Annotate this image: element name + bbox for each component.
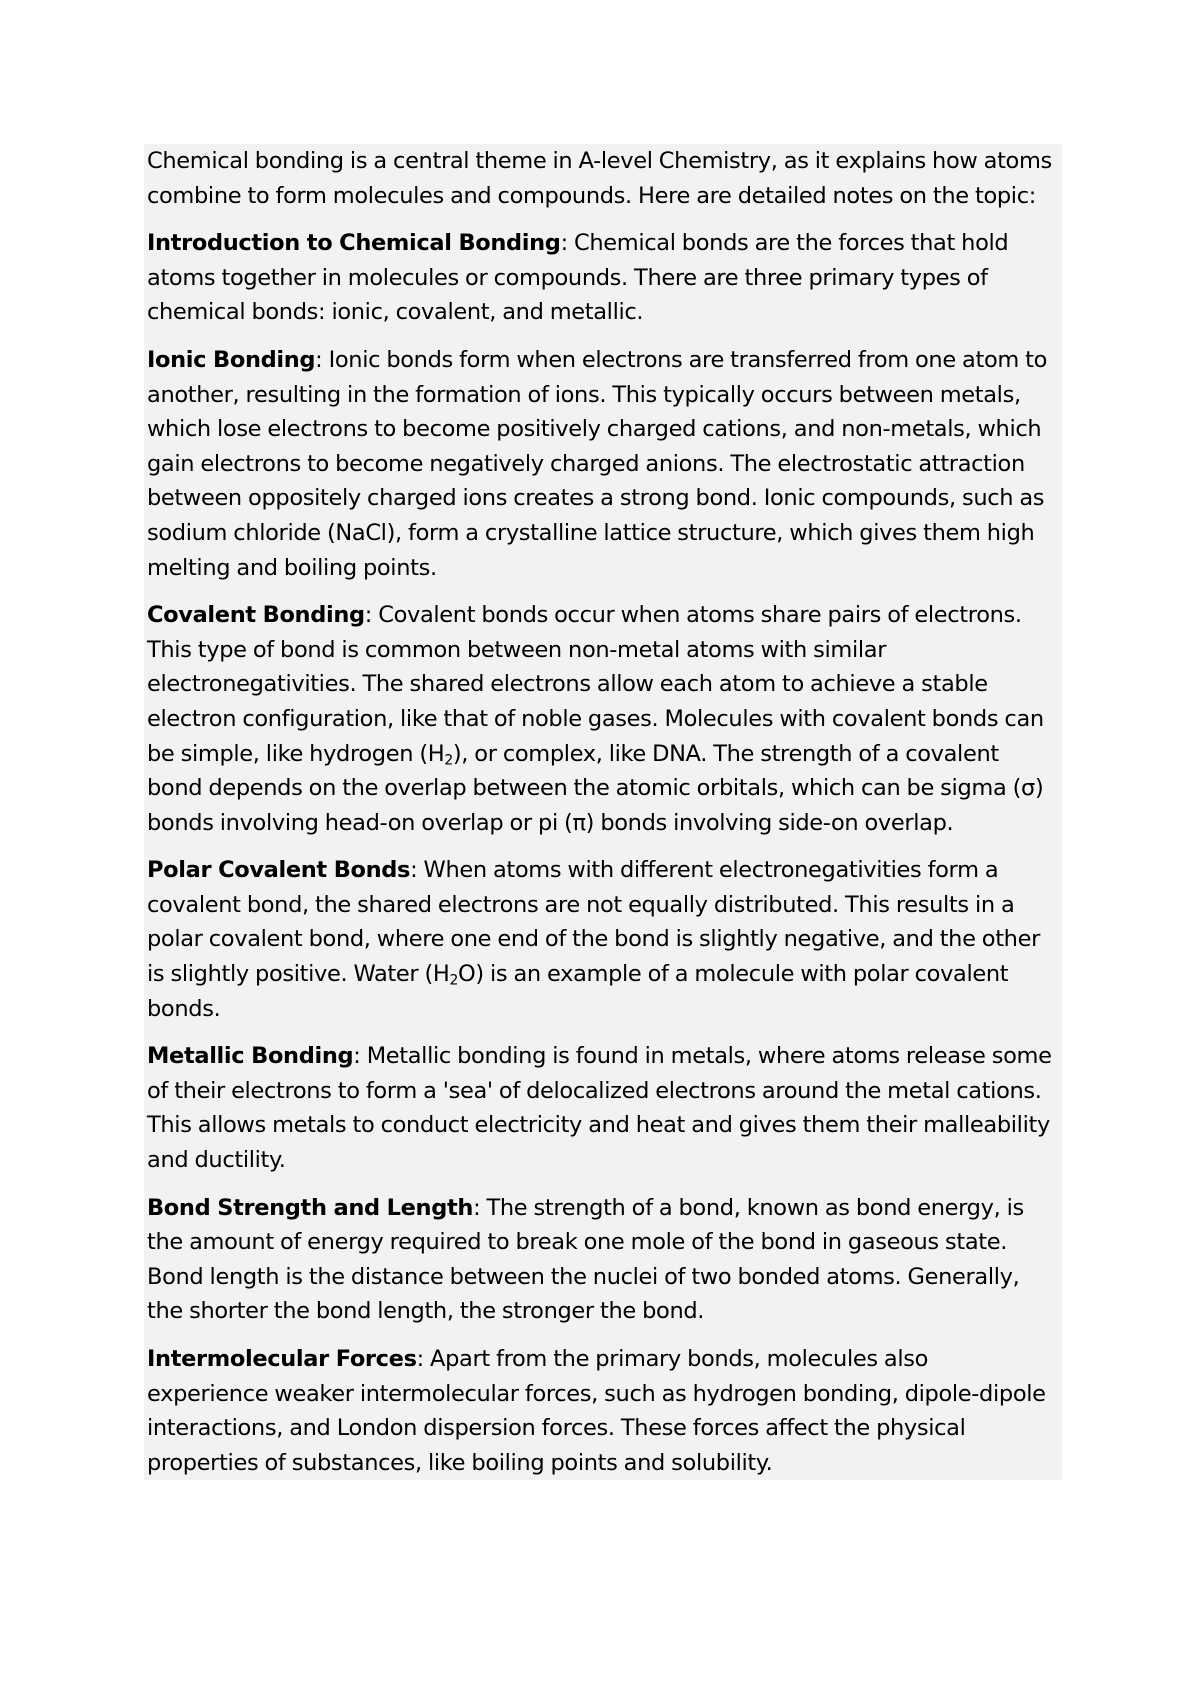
covalent-heading: Covalent Bonding [147, 602, 365, 629]
heading-separator: : [416, 1346, 431, 1372]
ionic-heading: Ionic Bonding [147, 346, 316, 373]
metallic-heading: Metallic Bonding [147, 1043, 354, 1070]
polar-heading: Polar Covalent Bonds [147, 857, 411, 884]
polar-body-part-1: When atoms with different electronegativities form a covalent bond, the shared electrons are not equally distributed. This results in a polar covalent bond, where one end of the bond is slightly negative, and the other is slightly positive. Water (H [147, 857, 1040, 988]
heading-separator: : [353, 1043, 367, 1070]
intro-text: Chemical bonding is a central theme in A-level Chemistry, as it explains how atoms combine to form molecules and compounds. Here are detailed notes on the topic: [147, 148, 1052, 209]
notes-text-block [144, 144, 1062, 1480]
polar-body-part-2: O) is an example of a molecule with polar covalent bonds. [147, 961, 1009, 1022]
ionic-body: Ionic bonds form when electrons are transferred from one atom to another, resulting in the formation of ions. This typically occurs between metals, which lose electrons to become positively charged cations, and non-metals, which gain electrons to become negatively charged anions. The electrostatic attraction between oppositely charged ions creates a strong bond. Ionic compounds, such as sodium chloride (NaCl), form a crystalline lattice structure, which gives them high melting and boiling points. [147, 346, 1048, 581]
heading-separator: : [315, 346, 329, 373]
introduction-paragraph [147, 226, 1054, 330]
strength-paragraph [147, 1191, 1054, 1329]
polar-paragraph [147, 853, 1054, 1026]
introduction-body: Chemical bonds are the forces that hold atoms together in molecules or compounds. There are three primary types of chemical bonds: ionic, covalent, and metallic. [147, 230, 1009, 326]
heading-separator: : [473, 1194, 487, 1221]
metallic-body: Metallic bonding is found in metals, where atoms release some of their electrons to form a 'sea' of delocalized electrons around the metal cations. This allows metals to conduct electricity and heat and gives them their malleability and ductility. [147, 1043, 1052, 1174]
intermolecular-paragraph [147, 1342, 1054, 1480]
covalent-body-part-1: Covalent bonds occur when atoms share pairs of electrons. This type of bond is common between non-metal atoms with similar electronegativities. The shared electrons allow each atom to achieve a stable electron configuration, like that of noble gases. Molecules with covalent bonds can be simple, like hydrogen (H [147, 602, 1044, 767]
covalent-paragraph [147, 598, 1054, 840]
covalent-body-part-2: ), or complex, like DNA. The strength of a covalent bond depends on the overlap between the atomic orbitals, which can be sigma (σ) bonds involving head-on overlap or pi (π) bonds involving side-on overlap. [147, 740, 1044, 836]
heading-separator: : [364, 602, 379, 629]
metallic-paragraph [147, 1039, 1054, 1177]
heading-separator: : [410, 857, 424, 884]
strength-heading: Bond Strength and Length [147, 1194, 474, 1221]
strength-body: The strength of a bond, known as bond energy, is the amount of energy required to break one mole of the bond in gaseous state. Bond length is the distance between the nuclei of two bonded atoms. Generally, the shorter the bond length, the stronger the bond. [147, 1194, 1024, 1325]
subscript-2: 2 [449, 972, 458, 989]
heading-separator: : [560, 230, 575, 257]
introduction-heading: Introduction to Chemical Bonding [147, 230, 561, 257]
intro-paragraph [147, 144, 1054, 213]
ionic-paragraph [147, 343, 1054, 585]
intermolecular-body: Apart from the primary bonds, molecules also experience weaker intermolecular forces, such as hydrogen bonding, dipole-dipole interactions, and London dispersion forces. These forces affect the physical properties of substances, like boiling points and solubility. [147, 1346, 1046, 1476]
subscript-2: 2 [444, 751, 453, 768]
intermolecular-heading: Intermolecular Forces [147, 1346, 417, 1372]
